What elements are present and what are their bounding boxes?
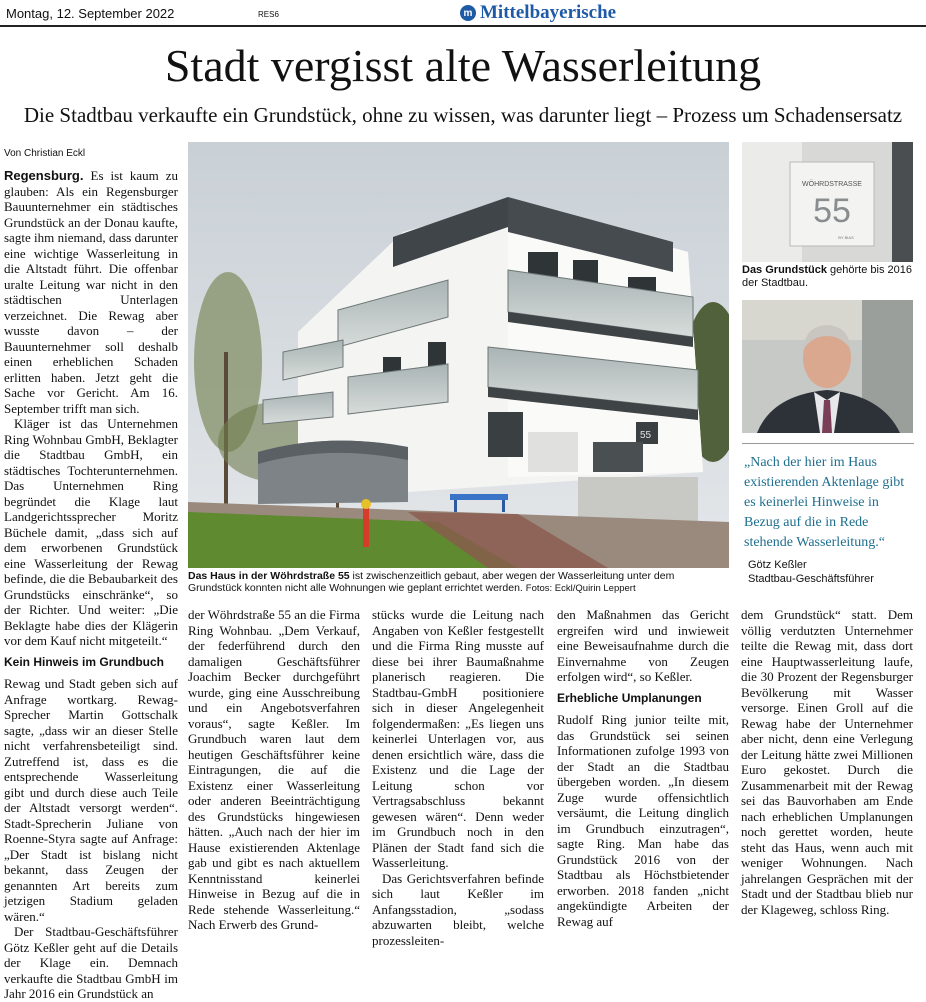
sign-illustration [742,142,913,262]
subheadline: Die Stadtbau verkaufte ein Grundstück, ohne zu wissen, was darunter liegt – Prozess um Schadensersatz [23,103,903,127]
dateline: Regensburg. [4,168,84,183]
newspaper-logo [460,2,616,24]
headline: Stadt vergisst alte Wasserleitung [164,40,762,91]
byline: Von Christian Eckl [4,148,86,159]
pull-quote: „Nach der hier im Haus existierenden Aktenlage gibt es keinerlei Hinweise in Bezug auf die in Rede stehende Wasserleitung.“ [744,455,905,550]
main-photo-caption [188,570,729,595]
sign-street: WÖHRDSTRASSE [802,181,862,188]
edition-code: RES6 [258,10,279,19]
paragraph: Rewag und Stadt geben sich auf Anfrage wortkarg. Rewag-Sprecher Martin Gottschalk sagte, „dass wir an dieser Stelle nicht verfahrensbeteiligt sind. Zutreffend ist, dass es die entsprechende Wasserleitung gibt und durch diese auch Teile der Altstadt versorgt werden“. Stadt-Sprecherin Juliane von Roenne-Styra sagte auf Anfrage: „Der Stadt ist bislang nicht bekannt, dass Zeugen der genannten Art bereits zum jetzigen Stadium geladen wären.“ [4,676,178,924]
door-number: 55 [640,430,652,441]
paragraph: der Wöhrdstraße 55 an die Firma Ring Wohnbau. „Dem Verkauf, der federführend durch den damaligen Geschäftsführer Joachim Becker durchgeführt wurde, ging eine Ausschreibung und ein Angebotsverfahren voraus“, sagte Keßler. Im Grundbuch waren laut dem heutigen Geschäftsführer keine Eintragungen, die auf die Existenz einer Wasserleitung oder anderen Beeinträchtigung des Grundstücks hingewiesen hätten. „Auch nach der hier im Hause existierenden Aktenlage gab und gibt es nach aktuellem Kenntnisstand keinerlei Hinweise in Bezug auf die in Rede stehende Wasserleitung.“ Nach Erwerb des Grund- [188,607,360,932]
logo-text: Mittelbayerische [480,2,617,23]
caption-text: gehörte bis 2016 der Stadtbau. [742,264,912,289]
portrait-photo [742,300,913,433]
house-number-sign-photo [742,142,913,262]
subheading: Erhebliche Umplanungen [557,690,702,705]
paragraph: dem Grundstück“ statt. Dem völlig verdutzten Unternehmer teilte die Rewag mit, dass dort eine Hauptwasserleitung laufe, die 30 Prozent der Regensburger Bevölkerung mit Wasser versorge. Einen Groll auf die Rewag habe der Unternehmer aber nicht, denn eine Verlegung der Leitung hätte zwei Millionen Euro gekostet. Durch die Zusammenarbeit mit der Rewag sei das Bauvorhaben am Ende nach erheblichen Umplanungen noch gerettet worden, heute steht das Haus, wenn auch mit weniger Wohnungen. Nach jahrelangen Gesprächen mit der Stadt und der Stadtbau blieb nur der Klageweg, schloss Ring. [741,607,913,917]
logo-mark-icon: m [460,5,476,21]
quote-attribution [748,558,918,586]
portrait-illustration [742,300,913,433]
subheading: Kein Hinweis im Grundbuch [4,654,165,669]
paragraph: Das Gerichtsverfahren befinde sich laut Keßler im Anfangsstadion, „sodass abzuwarten bleibt, welche prozessleiten- [372,870,544,948]
main-photo [188,142,729,568]
caption-bold: Das Grundstück [742,264,827,276]
sign-photo-caption [742,264,918,290]
sign-maker: BY BIAS [838,235,854,240]
house-illustration [188,142,729,568]
quote-divider [742,443,914,444]
paragraph: den Maßnahmen das Gericht ergreifen wird und inwieweit eine Beweisaufnahme durch die Einvernahme von Zeugen erfolgen wird“, so Keßler. [557,607,729,684]
caption-text: ist zwischenzeitlich gebaut, aber wegen der Wasserleitung unter dem Grundstück konnten nicht alle Wohnungen wie geplant errichtet werden. [188,570,675,594]
page-header [0,0,926,26]
article-column-2 [188,607,360,933]
issue-date: Montag, 12. September 2022 [6,6,175,21]
paragraph [4,168,178,416]
paragraph: Kläger ist das Unternehmen Ring Wohnbau GmbH, Beklagter die Stadtbau GmbH, ein städtisches Tochterunternehmen. Das Unternehmen Ring begründet die Klage laut Landgerichtssprecher Moritz Büchele damit, „dass sich auf dem erworbenen Grundstück eine Wasserleitung der Rewag befinde, die die Bebaubarkeit des Grundstücks einschränke“, so der Richter. Und weiter: „Die Beklagte habe dies der Klägerin vor dem Kauf nicht mitgeteilt.“ [4,416,178,648]
quote-role: Stadtbau-Geschäftsführer [748,573,874,585]
paragraph-text: Es ist kaum zu glauben: Als ein Regensburger Bauunternehmer ein städtisches Grundstück an der Donau kaufte, sagte ihm niemand, dass darunter eine wichtige Wasserleitung in die Altstadt führt. Die offenbar uralte Leitung war nicht in den städtischen Unterlagen verzeichnet. Die Rewag aber wusste davon – der Bauunternehmer soll deshalb einen erheblichen Schaden erlitten haben. Jetzt geht die Sache vor Gericht. Am 16. September trifft man sich. [4,168,179,416]
quote-name: Götz Keßler [748,559,807,571]
article-column-4 [557,607,729,929]
sign-number: 55 [813,192,851,230]
paragraph: Rudolf Ring junior teilte mit, das Grundstück sei seinen Informationen zufolge 1993 von der Stadt an die Stadtbau übergeben worden. „In diesem Zuge wurde offensichtlich versäumt, die Leitung dinglich im Grundbuch einzutragen“, sagte Ring. Man habe das Grundstück 2016 von der Stadtbau als Höchstbietender erworben. 2018 fanden „nicht angekündigte Arbeiten der Rewag auf [557,712,729,929]
paragraph: stücks wurde die Leitung nach Angaben von Keßler festgestellt und die Firma Ring musste auf diese bei ihrer Baumaßnahme planerisch reagieren. Die Stadtbau-GmbH positioniere sich in dieser Angelegenheit folgendermaßen: „Es liegen uns keinerlei Unterlagen vor, aus denen ersichtlich wäre, dass die Existenz und die Lage der Leitung schon vor Vertragsabschluss bekannt gewesen wären“. Denn weder im Grundbuch noch in den Plänen der Stadt fand sich die Wasserleitung. [372,607,544,870]
article-column-5 [741,607,913,917]
photo-credit: Fotos: Eckl/Quirin Leppert [525,583,636,594]
article-column-1 [4,168,178,1002]
header-rule [0,25,926,27]
paragraph: Der Stadtbau-Geschäftsführer Götz Keßler geht auf die Details der Klage ein. Demnach verkaufte die Stadtbau GmbH im Jahr 2016 ein Grundstück an [4,924,178,1001]
caption-bold: Das Haus in der Wöhrdstraße 55 [188,570,350,582]
